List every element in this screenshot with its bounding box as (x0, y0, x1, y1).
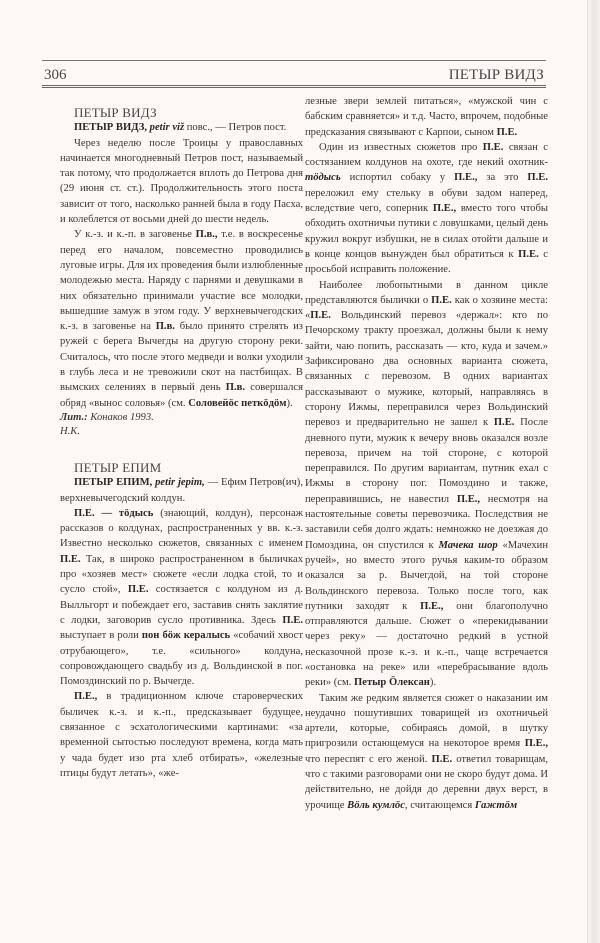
text-run: выступает в роли (60, 630, 142, 642)
paragraph: Через неделю после Троицы у православных начинается многодневный Петров пост, называемый так потому, что продолжается вплоть до Петрова дня (29 июня ст. ст.). Продолжительность этого поста зависит от того, насколько ранней была в году Пасха, и колеблется от восьми дней до шести недель. (60, 137, 303, 226)
abbreviation: П.Е., (420, 600, 444, 612)
text-run: Один из известных сюжетов про (319, 141, 483, 153)
abbreviation: П.Е. (282, 614, 303, 626)
author-initials: Н.К. (60, 425, 80, 437)
entry-gloss: повс., — Петров пост. (184, 122, 287, 134)
entry-definition-petyr-epim (60, 475, 303, 506)
text-run: в традиционном ключе староверческих быличек к.-з. и к.-п., предсказывает будущее, связанное с эсхатологическими картинами: «за временной сытостью последуют времена, когда мать у чада будет изо рта хлеб отбирать», «железные птицы будут летать», «же- (60, 691, 303, 779)
page-edge (587, 0, 600, 943)
running-title: ПЕТЫР ВИДЗ (448, 67, 544, 83)
text-run: т.е. в воскресенье перед его началом, повсеместно проводились луговые игры. Для их проведения были излюбленные молодежью места. Наряду с парнями и девушками в них обязательно принимали участие все молодки, вышедшие замуж в этом году. У верхневычегодских к.-з. в заговенье на (60, 229, 303, 333)
abbreviation: П.Е., (456, 493, 481, 505)
abbreviation: П.Е. (431, 753, 453, 765)
abbreviation: П.Е. (493, 417, 515, 429)
abbreviation: П.в., (195, 229, 218, 241)
abbreviation: П.Е., (524, 738, 548, 750)
text-run: ответил товарищам, что с такими разговорами они не скоро будут дома. И действительно, не дойдя до деревни двух верст, в урочище (305, 753, 549, 811)
section-gap (60, 438, 303, 460)
literature-label: Лит.: (60, 411, 88, 423)
text-run: совершался обряд «вынос соловья» (см. (60, 382, 303, 409)
term: П.Е. — тöдысь (74, 507, 154, 519)
section-title-petyr-epim: ПЕТЫР ЕПИМ (74, 459, 162, 475)
text-run: Таким же редким является сюжет о наказании им неудачно пошутивших товарищей из охотничьей артели, которые, собираясь домой, в шутку пригрозили остающемуся на некоторое время (305, 692, 548, 750)
text-run: ). (286, 397, 293, 409)
abbreviation: П.Е. (310, 310, 331, 322)
abbreviation: П.Е., (74, 691, 98, 703)
paragraph (305, 278, 548, 691)
page-header (42, 60, 546, 88)
text-run: что переспят с его женой. (305, 753, 432, 765)
abbreviation: П.в. (155, 321, 175, 333)
cross-reference: Петыр Öлексан (354, 677, 430, 689)
text-run: У к.-з. и к.-п. в заговенье (74, 229, 196, 241)
text-run: за это (477, 172, 528, 184)
text-run: они благополучно отправляются дальше. Сюжет о «перекидывании через реку» — достаточно редкий в устной несказочной прозе к.-з. и к.-п., чаще встречается «остановка на реке» или «перебрасывание вдоль реки» (см. (305, 600, 548, 689)
text-run: Наиболее любопытными в данном цикле представляются былички о (305, 279, 548, 306)
left-column (60, 105, 303, 781)
abbreviation: П.Е., (432, 203, 457, 215)
term: пон бöж кералысь (141, 630, 231, 642)
text-run: лезные звери землей питаться», «мужской чин с бабским сравняется» и т.д. Часто, впрочем, подобные предсказания связывают с Карпои, сыном (305, 96, 548, 138)
abbreviation: П.в. (225, 382, 246, 394)
text-run: испортил собаку у (340, 172, 455, 184)
text-run: , считающемся (404, 799, 475, 811)
entry-gloss: — Ефим Петров(ич), верхневычегодский колдун. (60, 477, 303, 504)
cross-reference: Соловейöс петкöдöм (188, 397, 287, 409)
abbreviation: П.Е., (454, 172, 478, 184)
literature-text: Конаков 1993. (87, 411, 154, 423)
text-run: переложил ему стельку в обуви задом наперед, вследствие чего, соперник (305, 187, 548, 215)
term: Гажтöм (474, 799, 518, 811)
right-column (305, 94, 548, 813)
abbreviation: П.Е. (518, 248, 539, 260)
abbreviation: П.Е. (482, 141, 504, 153)
entry-definition-petyr-vidz (60, 120, 303, 135)
section-title-petyr-vidz: ПЕТЫР ВИДЗ (74, 105, 157, 120)
text-run: (знающий, колдун), персонаж рассказов о колдунах, распространенных у вв. к.-з. Известно несколько сюжетов, связанных с именем (60, 507, 303, 550)
paragraph (305, 140, 548, 278)
place-name: Мачека шор (438, 539, 498, 551)
text-run: несмотря на настоятельные советы перевозчика. Последствия не заставили себя долго ждать: немножко не доезжая до Помоздина, он спустился к (305, 493, 549, 551)
text-run: состязается с колдуном из д. Вылльгорт и побеждает его, заставив снять заклятие с лодки, заговорив сусло противника. Здесь (60, 584, 304, 626)
text-run: «собачий хвост отрубающего», т.е. «сильного» колдуна, сопровождающего свадьбу из д. Вольдинской в пог. Помоздинский по р. Вычегде. (60, 630, 304, 688)
text-run: связан с состязанием колдунов на охоте, где некий охотник- (305, 141, 548, 169)
entry-headword: ПЕТЫР ЕПИМ, (74, 477, 153, 489)
place-name: Вöль кумлöс (347, 799, 405, 811)
text-run: Вольдинский перевоз «держал»: кто по Печорскому тракту проезжал, должны были к нему зайти, чаю попить, рассказать — кто, куда и зачем.» Зафиксировано два основных варианта сюжета, связанных с перевозом. В одних вариантах рассказывают о мужике, который, направляясь в сторону Ижмы, переправился через Вольдинский перевоз и предварительно не зашел к (305, 310, 548, 429)
paragraph (305, 94, 548, 140)
text-run: ). (429, 677, 437, 689)
page-number: 306 (44, 67, 67, 83)
abbreviation: П.Е. (431, 294, 452, 306)
paragraph (60, 689, 303, 781)
text-run: После дневного пути, мужик к вечеру вновь оказался возле перевоза, причем на той стороне, с которой переправился. По другим вариантам, путник ехал с Ижмы в сторону пог. Помоздино и также, переправившись, не навестил (305, 417, 548, 505)
text-run: вместо того чтобы обходить охотничьи путики с ловушками, целый день кружил вокруг избушки, не в силах отойти дальше и в конце концов вынужден был обратиться к (305, 203, 548, 260)
literature-reference (60, 411, 303, 425)
paragraph (305, 691, 548, 813)
text-run: «Мачехин ручей», но вместо этого ручья каким-то образом оказался за р. Вычегдой, на той стороне Вольдинского перевоза. Только после того, как путники заходят к (305, 539, 548, 612)
entry-transliteration: petir jepim, (155, 477, 205, 489)
abbreviation: П.Е. (60, 553, 81, 565)
term: тöдысь (305, 172, 341, 184)
entry-headword: ПЕТЫР ВИДЗ, (74, 122, 147, 134)
text-run: Так, в широко распространенном в быличках про «хозяев мест» сюжете «если лодка стой, то и сусло стой», (60, 553, 303, 596)
paragraph (60, 506, 303, 690)
text-run: как о хозяине места: « (305, 294, 549, 322)
text-run: с просьбой исправить положение. (305, 248, 548, 276)
paragraph (60, 227, 303, 411)
abbreviation: П.Е. (527, 172, 548, 184)
abbreviation: П.Е. (127, 584, 149, 596)
entry-transliteration: petir viž (149, 122, 185, 134)
text-run: было принято стрелять из ружей с берега Вычегды на другую сторону реки. Считалось, что после этого медведи и волки уходили в глубь леса и не тревожили скот на пастбищах. В вымских селениях в первый день (60, 321, 303, 394)
abbreviation: П.Е. (496, 126, 518, 138)
